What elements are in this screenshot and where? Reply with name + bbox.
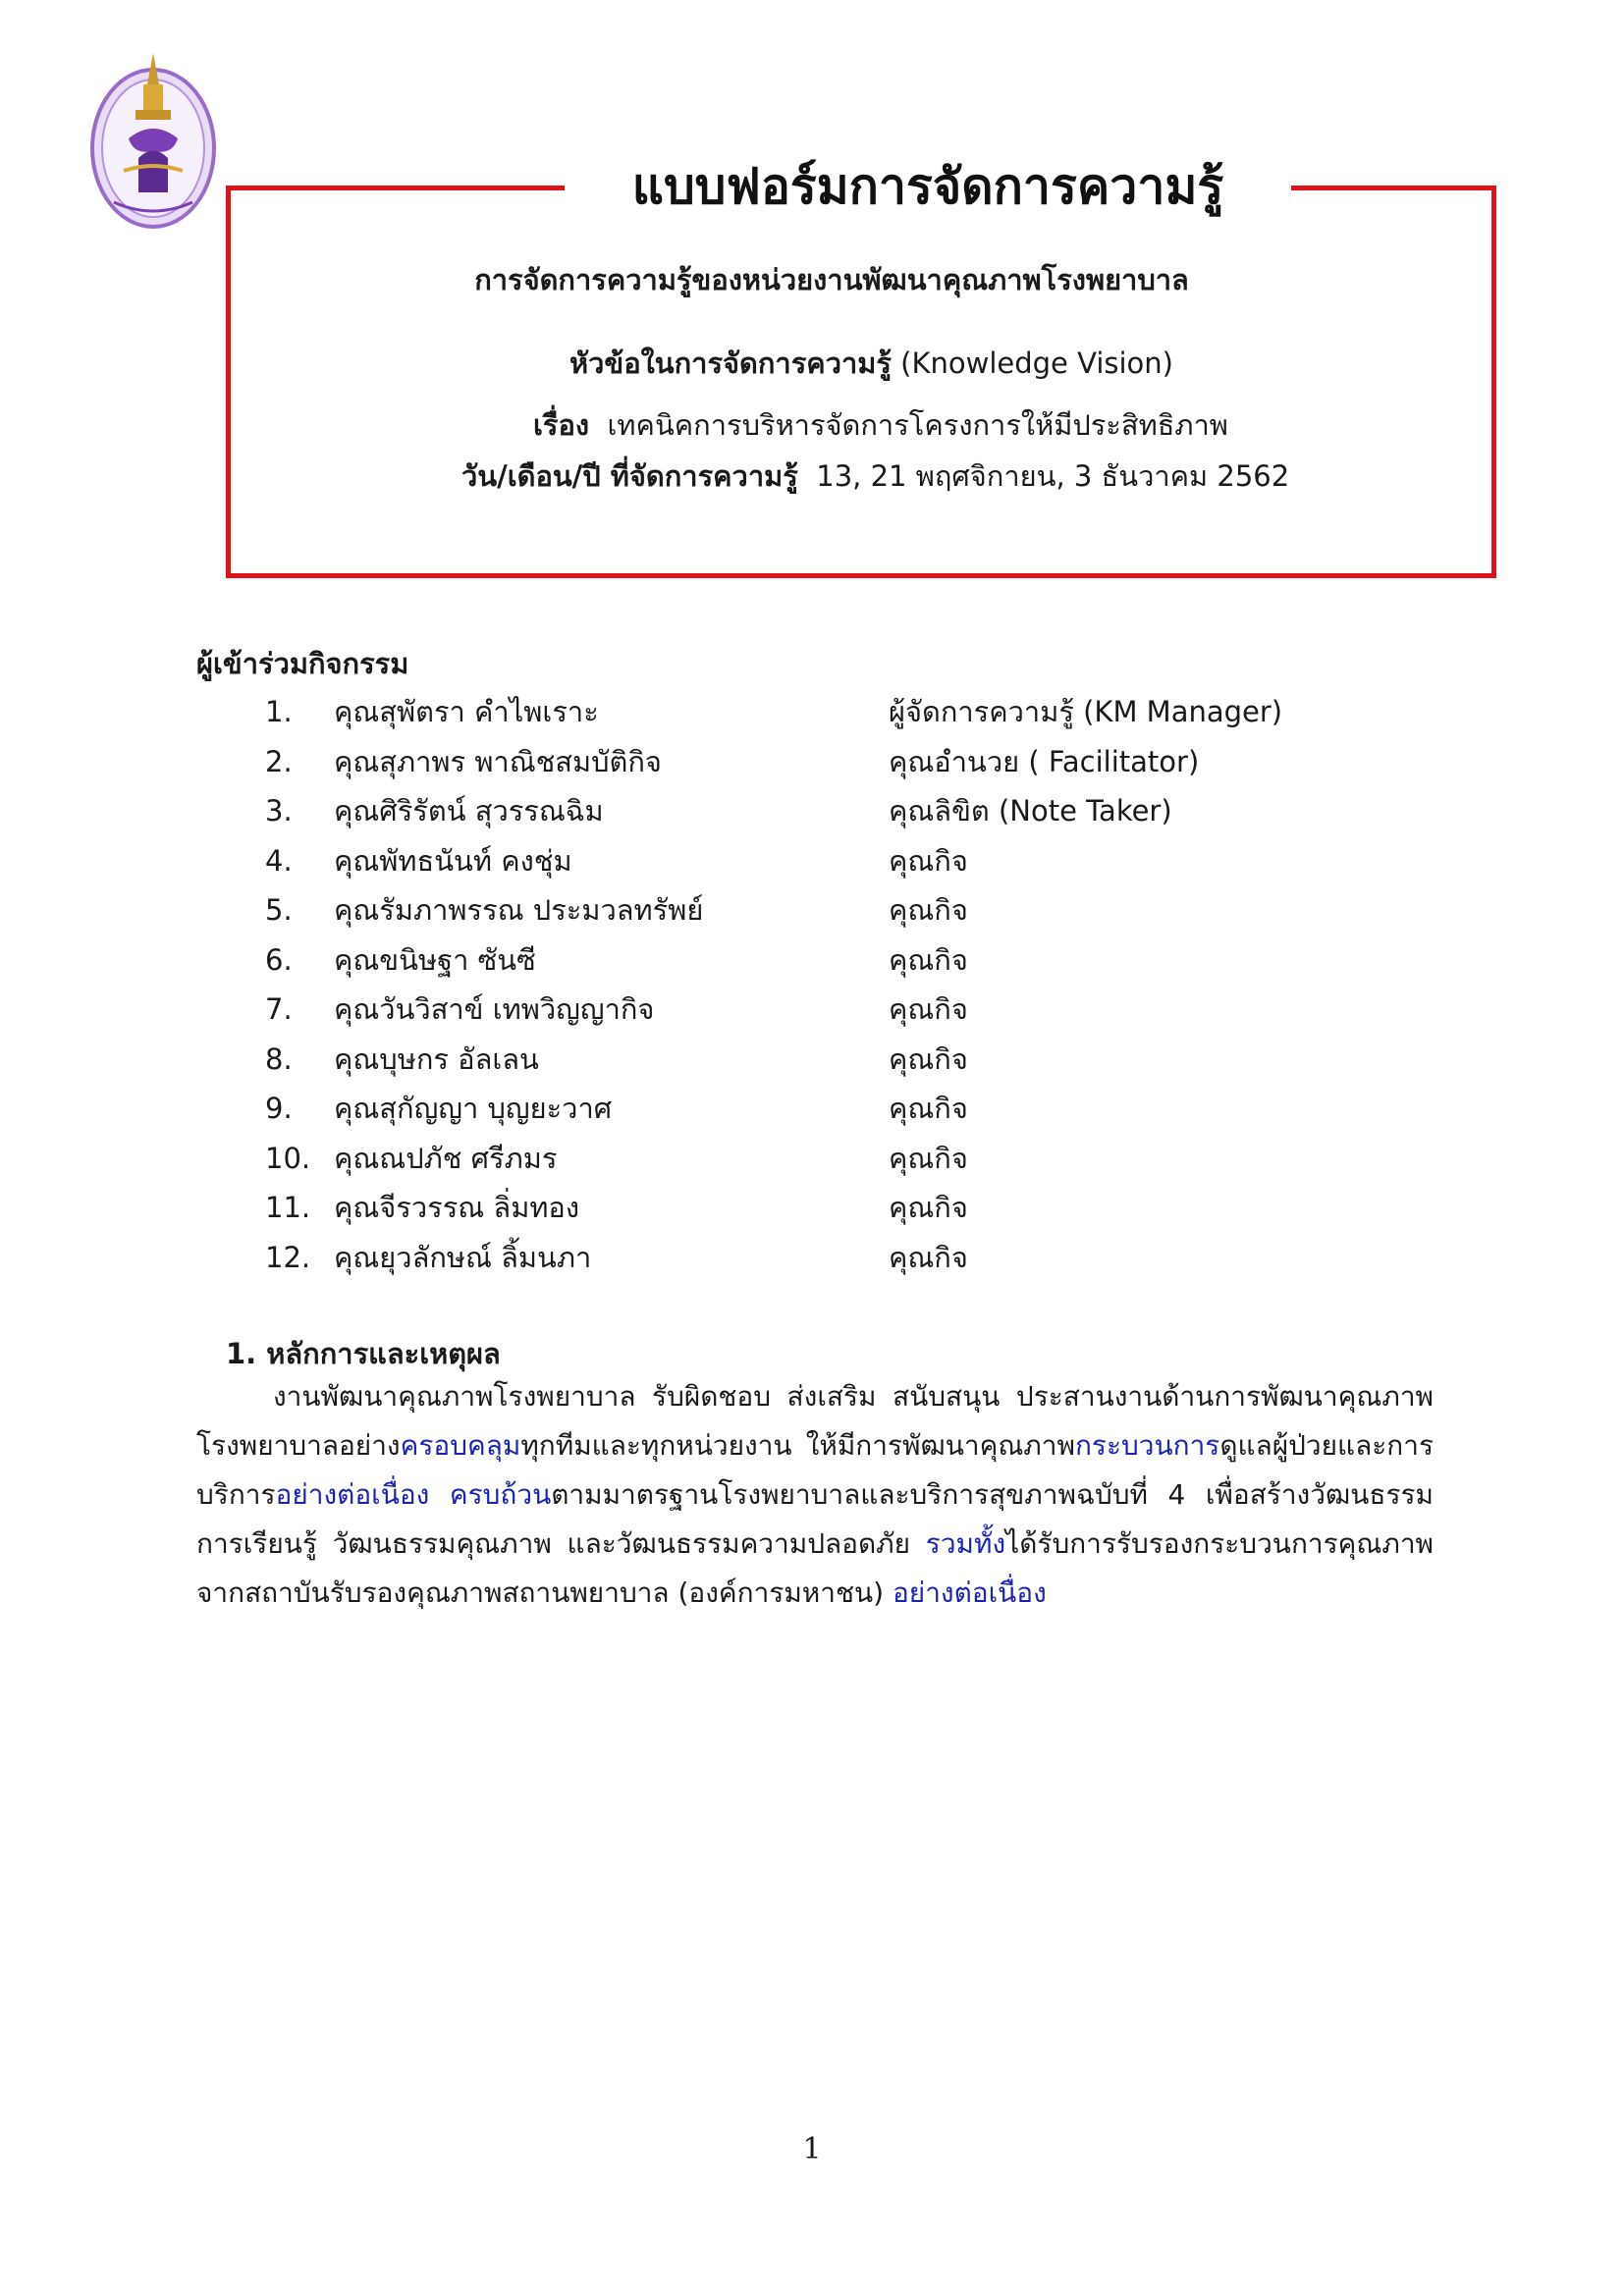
- participant-number: 3.: [265, 794, 293, 828]
- participant-number: 1.: [265, 695, 293, 729]
- participant-row: [265, 935, 1345, 986]
- knowledge-vision-line: [569, 341, 1173, 386]
- participant-role: คุณกิจ: [889, 992, 968, 1027]
- participants-heading: ผู้เข้าร่วมกิจกรรม: [196, 647, 409, 680]
- participant-name: คุณยุวลักษณ์ ลิ้มนภา: [334, 1240, 592, 1274]
- participant-name: คุณวันวิสาข์ เทพวิญญากิจ: [334, 992, 655, 1027]
- participants-list: [265, 687, 1345, 1282]
- participant-row: [265, 1084, 1345, 1134]
- participant-row: [265, 836, 1345, 886]
- highlighted-text: อย่างต่อเนื่อง: [892, 1576, 1047, 1609]
- participant-row: [265, 737, 1345, 787]
- participant-role: คุณกิจ: [889, 1092, 968, 1126]
- participant-role: คุณกิจ: [889, 942, 968, 977]
- kv-label: หัวข้อในการจัดการความรู้: [569, 347, 892, 380]
- date-value: 13, 21 พฤศจิกายน, 3 ธันวาคม 2562: [816, 459, 1290, 493]
- participant-number: 5.: [265, 893, 293, 928]
- participant-name: คุณสุภาพร พาณิชสมบัติกิจ: [334, 744, 662, 778]
- participant-name: คุณพัทธนันท์ คงชุ่ม: [334, 843, 572, 878]
- participant-role: คุณกิจ: [889, 893, 968, 928]
- participant-number: 4.: [265, 843, 293, 878]
- participant-number: 9.: [265, 1092, 293, 1126]
- participant-name: คุณขนิษฐา ซันซี: [334, 942, 536, 977]
- paragraph-text: ทุกทีมและทุกหน่วยงาน ให้มีการพัฒนาคุณภาพ: [520, 1429, 1075, 1462]
- participant-name: คุณศิริรัตน์ สุวรรณฉิม: [334, 794, 604, 828]
- participant-name: คุณจีรวรรณ ลิ่มทอง: [334, 1191, 580, 1225]
- date-line: [461, 454, 1289, 499]
- participant-row: [265, 1233, 1345, 1283]
- participant-row: [265, 1183, 1345, 1233]
- participant-role: คุณอำนวย ( Facilitator): [889, 744, 1200, 778]
- participant-role: ผู้จัดการความรู้ (KM Manager): [889, 695, 1283, 729]
- participant-row: [265, 985, 1345, 1035]
- participant-row: [265, 786, 1345, 836]
- paragraph-text: งานพัฒนาคุณภาพโรงพยาบาล รับผิดชอบ ส่งเสริม สนับสนุน ประสานงานด้านการพัฒนาคุณภาพโรงพยาบาลอย่าง: [196, 1380, 1434, 1462]
- page-number: 1: [802, 2132, 822, 2166]
- topic-value: เทคนิคการบริหารจัดการโครงการให้มีประสิทธิภาพ: [607, 408, 1228, 442]
- participant-name: คุณบุษกร อัลเลน: [334, 1041, 539, 1076]
- paragraph-text: ได้รับการรับรองกระบวนการคุณภาพจากสถาบันรับรองคุณภาพสถานพยาบาล (องค์การมหาชน): [196, 1527, 1434, 1609]
- participant-number: 10.: [265, 1141, 311, 1175]
- topic-line: [533, 402, 1228, 448]
- participant-name: คุณสุพัตรา คำไพเราะ: [334, 695, 599, 729]
- participant-number: 6.: [265, 942, 293, 977]
- topic-label: เรื่อง: [533, 408, 590, 442]
- participant-row: [265, 687, 1345, 737]
- section-heading: 1. หลักการและเหตุผล: [226, 1337, 501, 1370]
- participant-role: คุณกิจ: [889, 1191, 968, 1225]
- form-subtitle: การจัดการความรู้ของหน่วยงานพัฒนาคุณภาพโรงพยาบาล: [474, 263, 1189, 296]
- participant-row: [265, 1134, 1345, 1184]
- hospital-emblem-logo: [84, 45, 222, 232]
- participant-name: คุณรัมภาพรรณ ประมวลทรัพย์: [334, 893, 704, 928]
- participant-number: 12.: [265, 1240, 311, 1274]
- participant-role: คุณกิจ: [889, 843, 968, 878]
- date-label: วัน/เดือน/ปี ที่จัดการความรู้: [461, 459, 798, 493]
- participant-number: 7.: [265, 992, 293, 1027]
- participant-name: คุณณปภัช ศรีภมร: [334, 1141, 558, 1175]
- form-title: แบบฟอร์มการจัดการความรู้: [565, 147, 1291, 226]
- participant-row: [265, 885, 1345, 935]
- participant-number: 8.: [265, 1041, 293, 1076]
- highlighted-text: อย่างต่อเนื่อง ครบถ้วน: [275, 1478, 552, 1511]
- participant-number: 11.: [265, 1191, 311, 1225]
- participant-role: คุณกิจ: [889, 1240, 968, 1274]
- paragraph-text: ดูแลผู้ป่วยและการบริการ: [196, 1429, 1434, 1511]
- participant-number: 2.: [265, 744, 293, 778]
- paragraph-text: ตามมาตรฐานโรงพยาบาลและบริการสุขภาพฉบับที่ 4 เพื่อสร้างวัฒนธรรมการเรียนรู้ วัฒนธรรมคุณภาพ และวัฒนธรรมความปลอดภัย: [196, 1478, 1435, 1560]
- highlighted-text: รวมทั้ง: [925, 1527, 1006, 1560]
- participant-role: คุณกิจ: [889, 1141, 968, 1175]
- highlighted-text: ครอบคลุม: [400, 1429, 521, 1462]
- participant-role: คุณกิจ: [889, 1041, 968, 1076]
- highlighted-text: กระบวนการ: [1074, 1429, 1220, 1462]
- kv-value: (Knowledge Vision): [891, 347, 1173, 380]
- participant-name: คุณสุกัญญา บุญยะวาศ: [334, 1092, 613, 1126]
- participant-row: [265, 1035, 1345, 1085]
- rationale-paragraph: [196, 1372, 1434, 1618]
- participant-role: คุณลิขิต (Note Taker): [889, 794, 1172, 828]
